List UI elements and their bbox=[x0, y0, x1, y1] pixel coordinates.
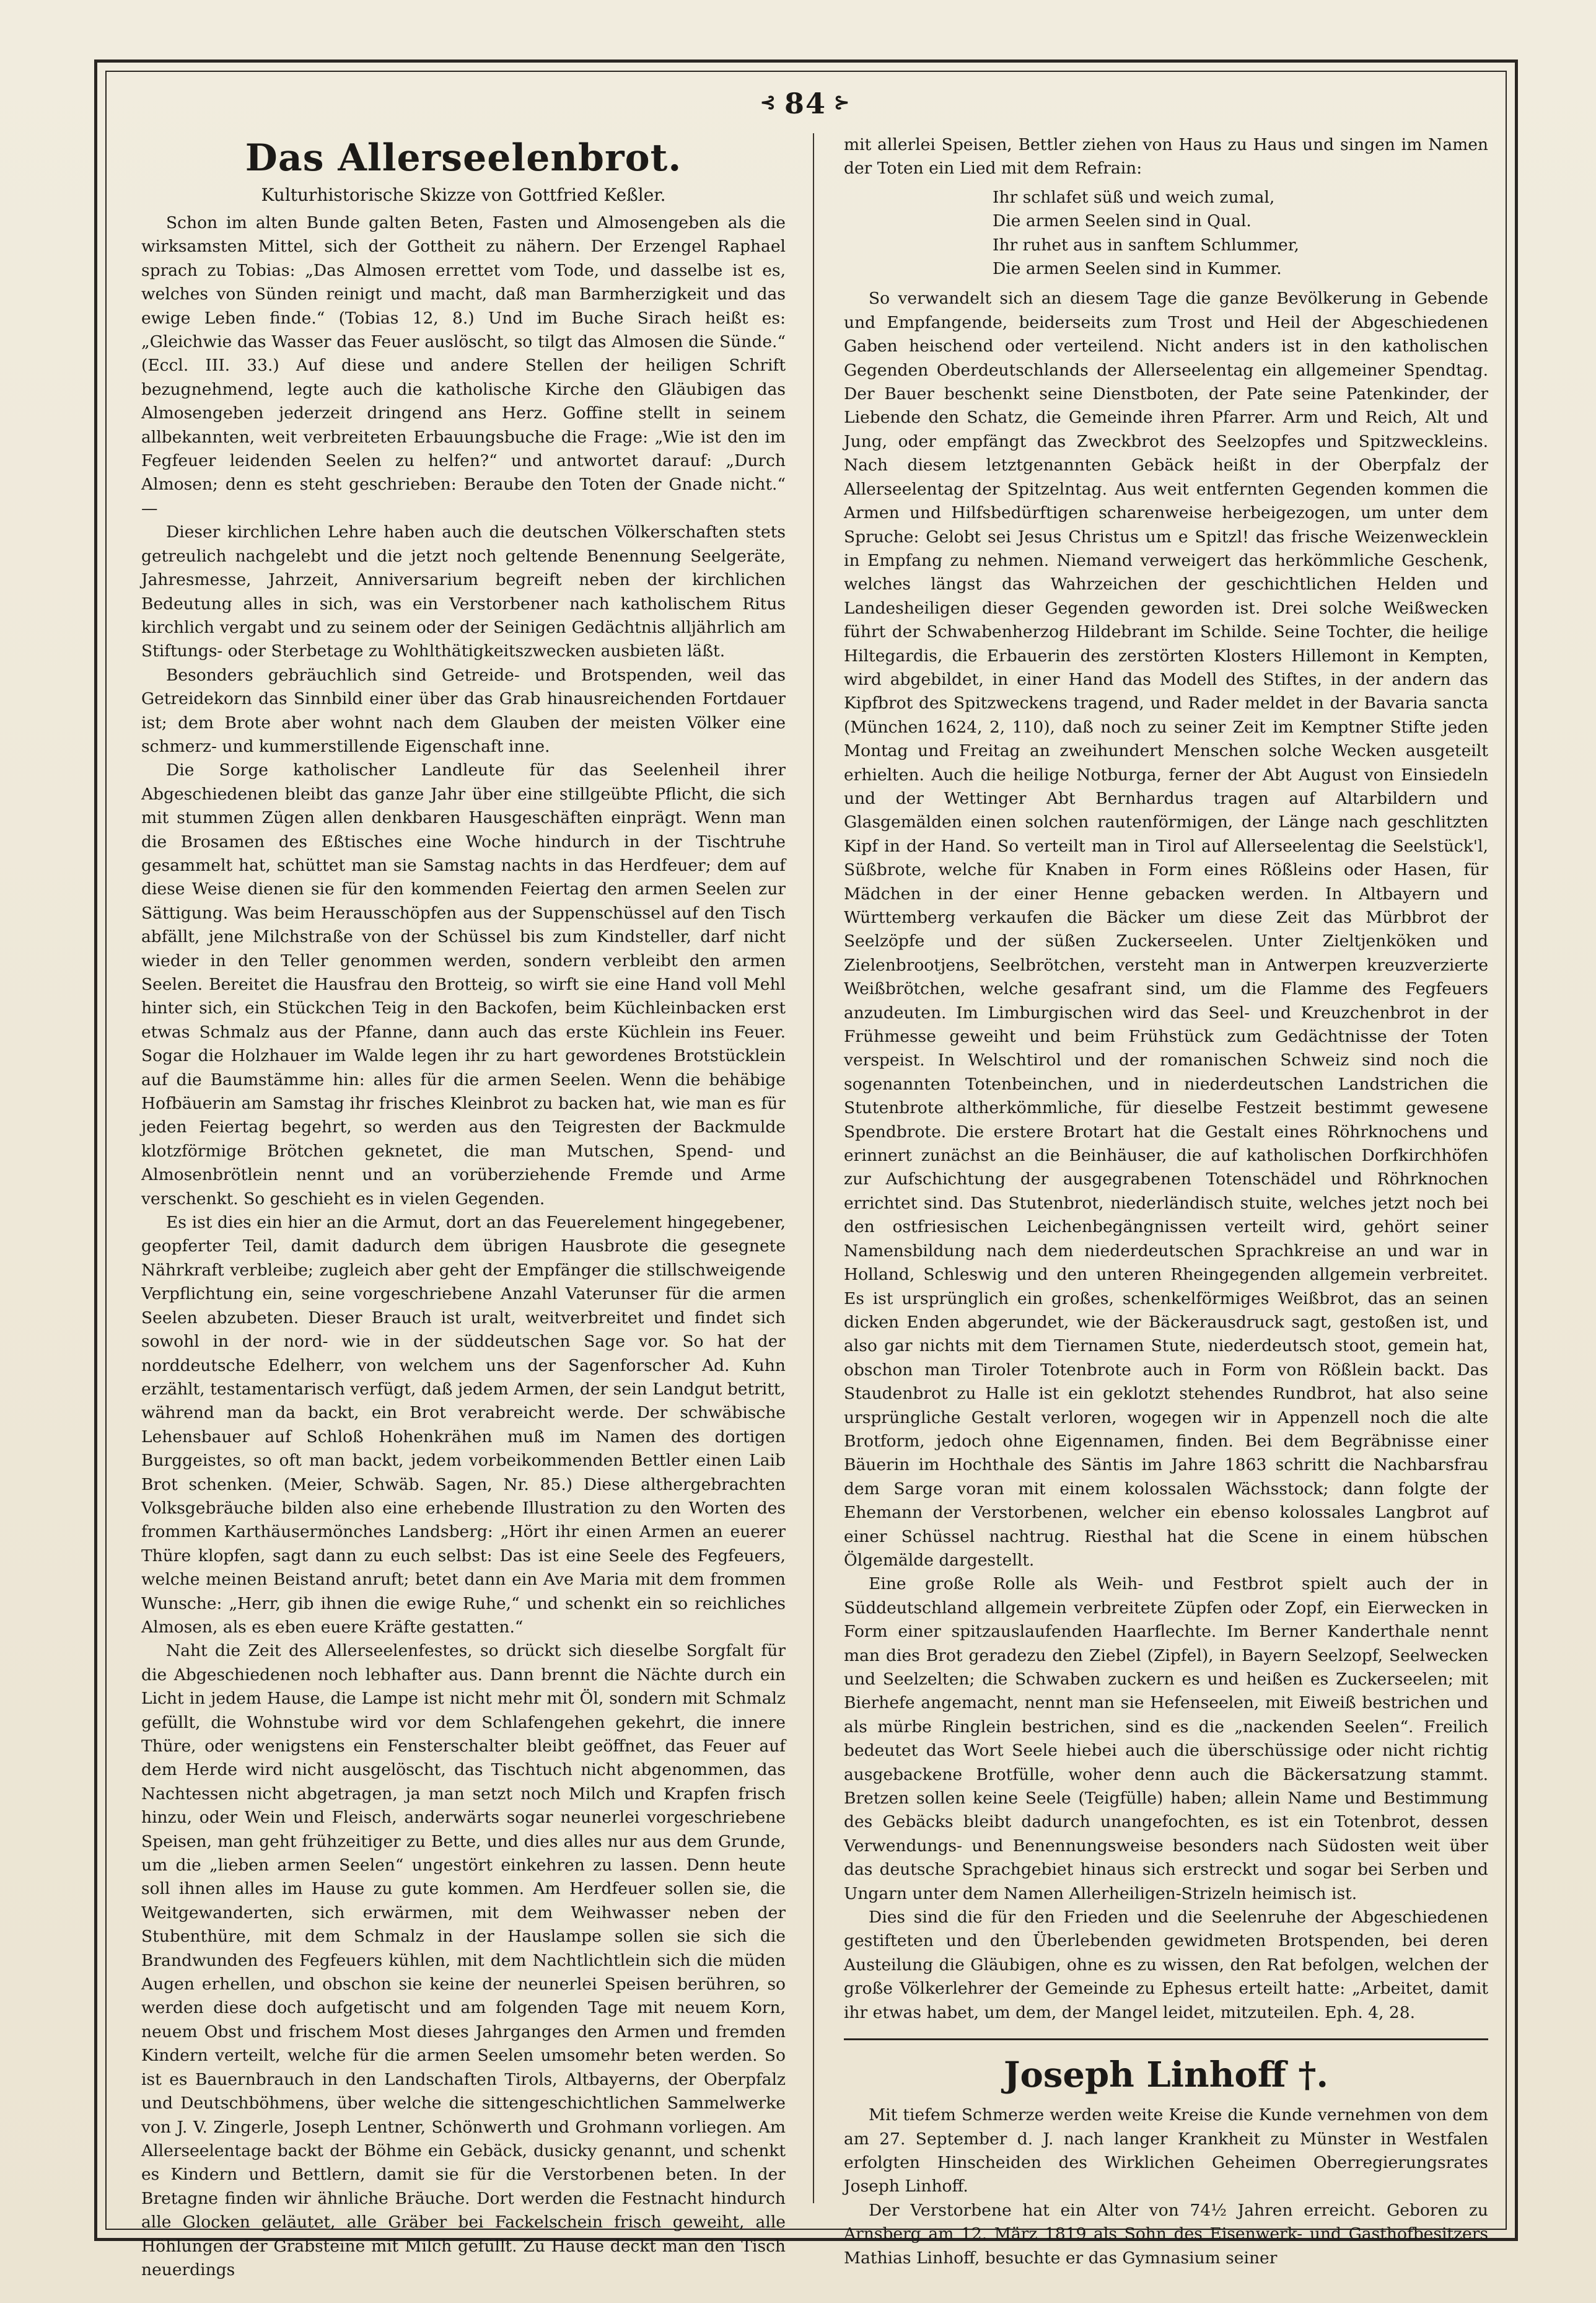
paragraph: Dieser kirchlichen Lehre haben auch die deutschen Völkerschaften stets getreulich nachgelebt und die jetzt noch geltende Benennung Seelgeräte, Jahresmesse, Jahrzeit, Anniversarium begreift neben der kirchlichen Bedeutung alles in sich, was ein Verstorbener nach katholischem Ritus kirchlich vergabt und zu seinem oder der Seinigen Gedächtnis alljährlich am Stiftungs- oder Sterbetage zu Wohlthätigkeitszwecken ausbieten läßt. bbox=[141, 522, 786, 661]
column-right bbox=[844, 133, 1488, 2268]
article-title: Das Allerseelenbrot. bbox=[245, 136, 682, 180]
verse-refrain bbox=[993, 186, 1488, 281]
page-number-value: 84 bbox=[784, 87, 826, 120]
ornament-left: ⊰ bbox=[760, 92, 777, 113]
verse-line: Die armen Seelen sind in Kummer. bbox=[993, 259, 1282, 279]
paragraph: Eine große Rolle als Weih- und Festbrot spielt auch der in Süddeutschland allgemein verbreitete Züpfen oder Zopf, ein Eierwecken in Form einer spitzauslaufenden Haarflechte. Im Berner Kanderthale nennt man dies Brot geradezu den Ziebel (Zipfel), in Bayern Seelzopf, Seelwecken und Seelzelten; die Schwaben zuckern es und heißen es Zuckerseelen; mit Bierhefe angemacht, nennt man sie Hefenseelen, mit Eiweiß bestrichen und als mürbe Ringlein bestrichen, sind es die „nackenden Seelen“. Freilich bedeutet das Wort Seele hiebei auch die überschüssige oder nicht richtig ausgebackene Brotfülle, woher denn auch die Bäckersatzung stammt. Bretzen sollen keine Seele (Teigfülle) haben; allein Name und Bestimmung des Gebäcks bleibt dadurch unangefochten, es ist ein Totenbrot, dessen Verwendungs- und Benennungsweise besonders nach Südosten weit über das deutsche Sprachgebiet hinaus sich erstreckt und sogar bei Serben und Ungarn unter dem Namen Allerheiligen-Strizeln heimisch ist. bbox=[844, 1574, 1488, 1903]
paragraph: Naht die Zeit des Allerseelenfestes, so drückt sich dieselbe Sorgfalt für die Abgeschiedenen noch lebhafter aus. Dann brennt die Nächte durch ein Licht in jedem Hause, die Lampe ist nicht mehr mit Öl, sondern mit Schmalz gefüllt, die Wohnstube wird vor dem Schlafengehen gekehrt, die innere Thüre, oder wenigstens ein Fensterschalter bleibt geöffnet, das Feuer auf dem Herde wird nicht ausgelöscht, das Tischtuch nicht abgenommen, das Nachtessen nicht abgetragen, ja man setzt noch Milch und Krapfen frisch hinzu, oder Wein und Fleisch, anderwärts sogar neunerlei vorgeschriebene Speisen, man geht frühzeitiger zu Bette, und dies alles nur aus dem Grunde, um die „lieben armen Seelen“ ungestört einkehren zu lassen. Denn heute soll ihnen alles im Hause zu gute kommen. Am Herdfeuer sollen sie, die Weitgewanderten, sich erwärmen, mit dem Weihwasser neben der Stubenthüre, mit dem Schmalz in der Hauslampe sollen sie sich die Brandwunden des Fegfeuers kühlen, mit dem Nachtlichtlein sich die müden Augen erhellen, und obschon sie keine der neunerlei Speisen berühren, so werden diese doch aufgetischt und am folgenden Tage mit neuem Korn, neuem Obst und frischem Most dieses Jahrganges den Armen und fremden Kindern verteilt, welche für die armen Seelen umsomehr beten werden. So ist es Bauernbrauch in den Landschaften Tirols, Altbayerns, der Oberpfalz und Deutschböhmens, über welche die sittengeschichtlichen Sammelwerke von J. V. Zingerle, Joseph Lentner, Schönwerth und Grohmann vorliegen. Am Allerseelentage backt der Böhme ein Gebäck, dusicky genannt, und schenkt es Kindern und Bettlern, damit sie für die Verstorbenen beten. In der Bretagne finden wir ähnliche Bräuche. Dort werden die Festnacht hindurch alle Glocken geläutet, alle Gräber bei Fackelschein frisch geweiht, alle Höhlungen der Grabsteine mit Milch gefüllt. Zu Hause deckt man den Tisch neuerdings bbox=[141, 1641, 786, 2279]
paragraph: Dies sind die für den Frieden und die Seelenruhe der Abgeschiedenen gestifteten und den Überlebenden gewidmeten Brotspenden, bei deren Austeilung die Gläubigen, ohne es zu wissen, den Rat befolgen, welchen der große Völkerlehrer der Gemeinde zu Ephesus erteilt hatte: „Arbeitet, damit ihr etwas habet, um dem, der Mangel leidet, mitzuteilen. Eph. 4, 28. bbox=[844, 1908, 1488, 2022]
verse-line: Die armen Seelen sind in Qual. bbox=[993, 211, 1252, 231]
paragraph: Es ist dies ein hier an die Armut, dort an das Feuerelement hingegebener, geopferter Teil, damit dadurch dem übrigen Hausbrote die gesegnete Nährkraft verbleibe; zugleich aber geht der Empfänger die stillschweigende Verpflichtung ein, seine vorgeschriebene Anzahl Vaterunser für die armen Seelen abzubeten. Dieser Brauch ist uralt, weitverbreitet und findet sich sowohl in der nord- wie in der süddeutschen Sage vor. So hat der norddeutsche Edelherr, von welchem uns der Sagenforscher Ad. Kuhn erzählt, testamentarisch verfügt, daß jedem Armen, der sein Landgut betritt, während man da backt, ein Brot verabreicht werde. Der schwäbische Lehensbauer auf Schloß Hohenkrähen muß im Namen des dortigen Burggeistes, so oft man backt, jedem vorbeikommenden Bettler einen Laib Brot schenken. (Meier, Schwäb. Sagen, Nr. 85.) Diese althergebrachten Volksgebräuche bilden also eine erhebende Illustration zu den Worten des frommen Karthäusermönches Landsberg: „Hört ihr einen Armen an euerer Thüre klopfen, sagt dann zu euch selbst: Das ist eine Seele des Fegfeuers, welche meinen Beistand anruft; betet dann ein Ave Maria mit dem frommen Wunsche: „Herr, gib ihnen die ewige Ruhe,“ und schenkt ein so reichliches Almosen, als es eben euere Kräfte gestatten.“ bbox=[141, 1213, 786, 1637]
column-left bbox=[141, 133, 786, 2279]
obituary-title: Joseph Linhoff †. bbox=[1003, 2054, 1329, 2096]
verse-line: Ihr schlafet süß und weich zumal, bbox=[993, 187, 1275, 207]
paragraph: Der Verstorbene hat ein Alter von 74½ Jahren erreicht. Geboren zu Arnsberg am 12. März 1819 als Sohn des Eisenwerk- und Gasthofbesitzers Mathias Linhoff, besuchte er das Gymnasium seiner bbox=[844, 2200, 1488, 2268]
page-number bbox=[731, 87, 880, 120]
ornament-right: ⊱ bbox=[834, 92, 851, 113]
paragraph: Schon im alten Bunde galten Beten, Fasten und Almosengeben als die wirksamsten Mittel, sich der Gottheit zu nähern. Der Erzengel Raphael sprach zu Tobias: „Das Almosen errettet vom Tode, und dasselbe ist es, welches von Sünden reinigt und macht, daß man Barmherzigkeit und das ewige Leben finde.“ (Tobias 12, 8.) Und im Buche Sirach heißt es: „Gleichwie das Wasser das Feuer auslöscht, so tilgt das Almosen die Sünde.“ (Eccl. III. 33.) Auf diese und andere Stellen der heiligen Schrift bezugnehmend, legte auch die katholische Kirche den Gläubigen das Almosengeben jederzeit dringend ans Herz. Goffine stellt in seinem allbekannten, weit verbreiteten Erbauungsbuche die Frage: „Wie ist den im Fegfeuer leidenden Seelen zu helfen?“ und antwortet darauf: „Durch Almosen; denn es steht geschrieben: Beraube den Toten der Gnade nicht.“ — bbox=[141, 213, 786, 518]
section-divider bbox=[844, 2038, 1488, 2040]
paragraph: So verwandelt sich an diesem Tage die ganze Bevölkerung in Gebende und Empfangende, beiderseits zum Trost und Heil der Abgeschiedenen Gaben heischend oder verteilend. Nicht anders ist in den katholischen Gegenden Oberdeutschlands der Allerseelentag ein allgemeiner Spendtag. Der Bauer beschenkt seine Dienstboten, der Pate seine Patenkinder, der Liebende den Schatz, die Gemeinde ihren Pfarrer. Arm und Reich, Alt und Jung, oder empfängt das Zweckbrot des Seelzopfes und Spitzweckleins. Nach diesem letztgenannten Gebäck heißt in der Oberpfalz der Allerseelentag der Spitzelntag. Aus weit entfernten Gegenden kommen die Armen und Hilfsbedürftigen scharenweise herbeigezogen, um unter dem Spruche: Gelobt sei Jesus Christus um e Spitzl! das frische Weizenwecklein in Empfang zu nehmen. Niemand verweigert das herkömmliche Geschenk, welches längst das Wahrzeichen der geschichtlichen Helden und Landesheiligen dieser Gegenden geworden ist. Drei solche Weißwecken führt der Schwabenherzog Hildebrant im Schilde. Seine Tochter, die heilige Hiltegardis, die Erbauerin des zerstörten Klosters Hillemont in Kempten, wird abgebildet, in einer Hand das Modell des Stiftes, in der andern das Kipfbrot des Spitzweckens tragend, und Rader meldet in der Bavaria sancta (München 1624, 2, 110), daß noch zu seiner Zeit im Kemptner Stifte jeden Montag und Freitag an zweihundert Menschen solche Wecken ausgeteilt erhielten. Auch die heilige Notburga, ferner der Abt August von Einsiedeln und der Wettinger Abt Bernhardus tragen auf Altarbildern und Glasgemälden einen solchen rautenförmigen, der Länge nach geschlitzten Kipf in der Hand. So verteilt man in Tirol auf Allerseelentag die Seelstück'l, Süßbrote, welche für Knaben in Form eines Rößleins oder Hasen, für Mädchen in der einer Henne gebacken werden. In Altbayern und Württemberg verkaufen die Bäcker um diese Zeit das Mürbbrot der Seelzöpfe und der süßen Zuckerseelen. Unter Zieltjenköken und Zielenbrootjens, Seelbrötchen, versteht man in Antwerpen kreuzverzierte Weißbrötchen, welche gesafrant sind, um die Flamme des Fegfeuers anzudeuten. Im Limburgischen wird das Seel- und Kreuzchenbrot in der Frühmesse geweiht und beim Frühstück zum Gedächtnisse der Toten verspeist. In Welschtirol und der romanischen Schweiz sind noch die sogenannten Totenbeinchen, und in niederdeutschen Landstrichen die Stutenbrote altherkömmliche, für dieselbe Festzeit bestimmt gewesene Spendbrote. Die erstere Brotart hat die Gestalt eines Röhrknochens und erinnert zunächst an die Beinhäuser, die auf katholischen Dorfkirchhöfen zur Aufschichtung der ausgegrabenen Totenschädel und Röhrknochen errichtet sind. Das Stutenbrot, niederländisch stuite, welches jetzt noch bei den ostfriesischen Leichenbegängnissen verteilt wird, gehört seiner Namensbildung nach dem niederdeutschen Sprachkreise an und war in Holland, Schleswig und den unteren Rheingegenden allgemein verbreitet. Es ist ursprünglich ein großes, schenkelförmiges Weißbrot, das an seinen dicken Enden abgerundet, wie der Bäckerausdruck sagt, gestoßen ist, und also gar nichts mit dem Tiernamen Stute, niederdeutsch stoot, gemein hat, obschon man Tiroler Totenbrote auch in Form von Rößlein backt. Das Staudenbrot zu Halle ist ein geklotzt stehendes Rundbrot, hat also seine ursprüngliche Gestalt verloren, wogegen wir in Appenzell noch die alte Brotform, jedoch ohne Eigennamen, finden. Bei dem Begräbnisse einer Bäuerin im Hochthale des Säntis im Jahre 1863 schritt die Nachbarsfrau dem Sarge voran mit einem kolossalen Wächsstock; dann folgte der Ehemann der Verstorbenen, welcher ein ebenso kolossales Langbrot auf einer Schüssel nachtrug. Riesthal hat die Scene in einem hübschen Ölgemälde dargestellt. bbox=[844, 289, 1488, 1570]
article-subtitle: Kulturhistorische Skizze von Gottfried Keßler. bbox=[261, 185, 666, 205]
paragraph: Die Sorge katholischer Landleute für das Seelenheil ihrer Abgeschiedenen bleibt das ganze Jahr über eine stillgeübte Pflicht, die sich mit stummen Zügen allen denkbaren Hausgeschäften einprägt. Wenn man die Brosamen des Eßtisches eine Woche hindurch in der Tischtruhe gesammelt hat, schüttet man sie Samstag nachts in das Herdfeuer; dem auf diese Weise dienen sie für den kommenden Feiertag den armen Seelen zur Sättigung. Was beim Herausschöpfen aus der Suppenschüssel auf den Tisch abfällt, jene Milchstraße von der Schüssel bis zum Kindsteller, darf nicht wieder in den Teller genommen werden, sondern verbleibt den armen Seelen. Bereitet die Hausfrau den Brotteig, so wirft sie eine Hand voll Mehl hinter sich, ein Stückchen Teig in den Backofen, beim Küchleinbacken erst etwas Schmalz aus der Pfanne, dann auch das erste Küchlein ins Feuer. Sogar die Holzhauer im Walde legen ihr zu hart gewordenes Brotstücklein auf die Baumstämme hin: alles für die armen Seelen. Wenn die behäbige Hofbäuerin am Samstag ihr frisches Kleinbrot zu backen hat, wie man es für jeden Feiertag begehrt, so werden aus den Teigresten der Backmulde klotzförmige Brötchen geknetet, die man Mutschen, Spend- und Almosenbrötlein nennt und an vorüberziehende Fremde und Arme verschenkt. So geschieht es in vielen Gegenden. bbox=[141, 760, 786, 1209]
paragraph: Mit tiefem Schmerze werden weite Kreise die Kunde vernehmen von dem am 27. September d. J. nach langer Krankheit zu Münster in Westfalen erfolgten Hinscheiden des Wirklichen Geheimen Oberregierungsrates Joseph Linhoff. bbox=[844, 2105, 1488, 2196]
column-divider bbox=[813, 133, 814, 2203]
paragraph: Besonders gebräuchlich sind Getreide- und Brotspenden, weil das Getreidekorn das Sinnbild einer über das Grab hinausreichenden Fortdauer ist; dem Brote aber wohnt nach dem Glauben der meisten Völker eine schmerz- und kummerstillende Eigenschaft inne. bbox=[141, 665, 786, 756]
paragraph-continuation: mit allerlei Speisen, Bettler ziehen von Haus zu Haus und singen im Namen der Toten ein Lied mit dem Refrain: bbox=[844, 135, 1488, 178]
verse-line: Ihr ruhet aus in sanftem Schlummer, bbox=[993, 235, 1299, 255]
